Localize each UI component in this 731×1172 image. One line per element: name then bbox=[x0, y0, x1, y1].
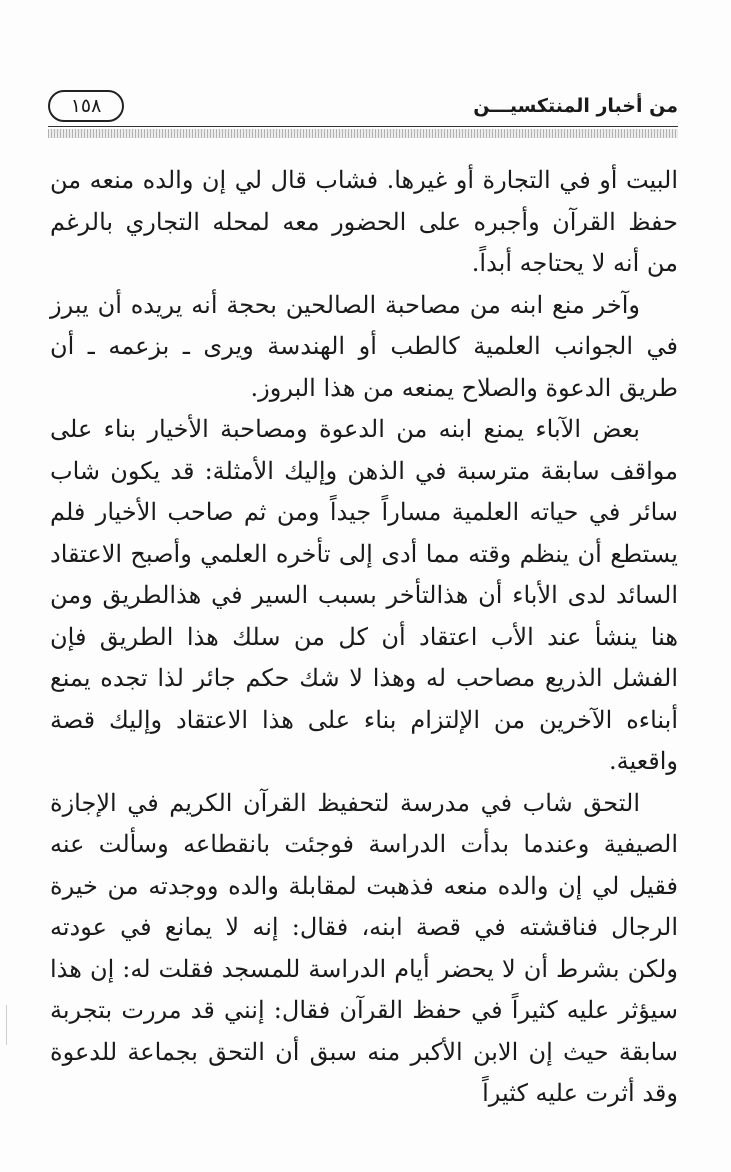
header-rule bbox=[48, 126, 678, 127]
body-text bbox=[50, 160, 678, 1115]
page-header bbox=[48, 88, 678, 134]
page-number: ١٥٨ bbox=[48, 90, 124, 122]
header-decorative-band bbox=[48, 129, 678, 138]
paragraph-4: التحق شاب في مدرسة لتحفيظ القرآن الكريم في الإجازة الصيفية وعندما بدأت الدراسة فوجئت بانقطاعه وسألت عنه فقيل لي إن والده منعه فذهبت لمقابلة والده ووجدته من خيرة الرجال فناقشته في قصة ابنه، فقال: إنه لا يمانع في عودته ولكن بشرط أن لا يحضر أيام الدراسة للمسجد فقلت له: إن هذا سيؤثر عليه كثيراً في حفظ القرآن فقال: إنني قد مررت بتجربة سابقة حيث إن الابن الأكبر منه سبق أن التحق بجماعة للدعوة وقد أثرت عليه كثيراً bbox=[50, 788, 678, 1107]
paragraph-2: وآخر منع ابنه من مصاحبة الصالحين بحجة أنه يريده أن يبرز في الجوانب العلمية كالطب أو الهندسة ويرى ـ بزعمه ـ أن طريق الدعوة والصلاح يمنعه من هذا البروز. bbox=[50, 290, 678, 402]
scan-margin-mark bbox=[6, 1005, 7, 1045]
paragraph-3: بعض الآباء يمنع ابنه من الدعوة ومصاحبة الأخيار بناء على مواقف سابقة مترسبة في الذهن وإليك الأمثلة: قد يكون شاب سائر في حياته العلمية مساراً جيداً ومن ثم صاحب الأخيار فلم يستطع أن ينظم وقته مما أدى إلى تأخره العلمي وأصبح الاعتقاد السائد لدى الأباء أن هذالتأخر بسبب السير في هذالطريق ومن هنا ينشأ عند الأب اعتقاد أن كل من سلك هذا الطريق فإن الفشل الذريع مصاحب له وهذا لا شك حكم جائر لذا تجده يمنع أبناءه الآخرين من الإلتزام بناء على هذا الاعتقاد وإليك قصة واقعية. bbox=[50, 415, 679, 775]
running-title: من أخبار المنتكسيـــن bbox=[473, 95, 678, 117]
paragraph-1: البيت أو في التجارة أو غيرها. فشاب قال لي إن والده منعه من حفظ القرآن وأجبره على الحضور معه لمحله التجاري بالرغم من أنه لا يحتاجه أبداً. bbox=[50, 166, 678, 277]
